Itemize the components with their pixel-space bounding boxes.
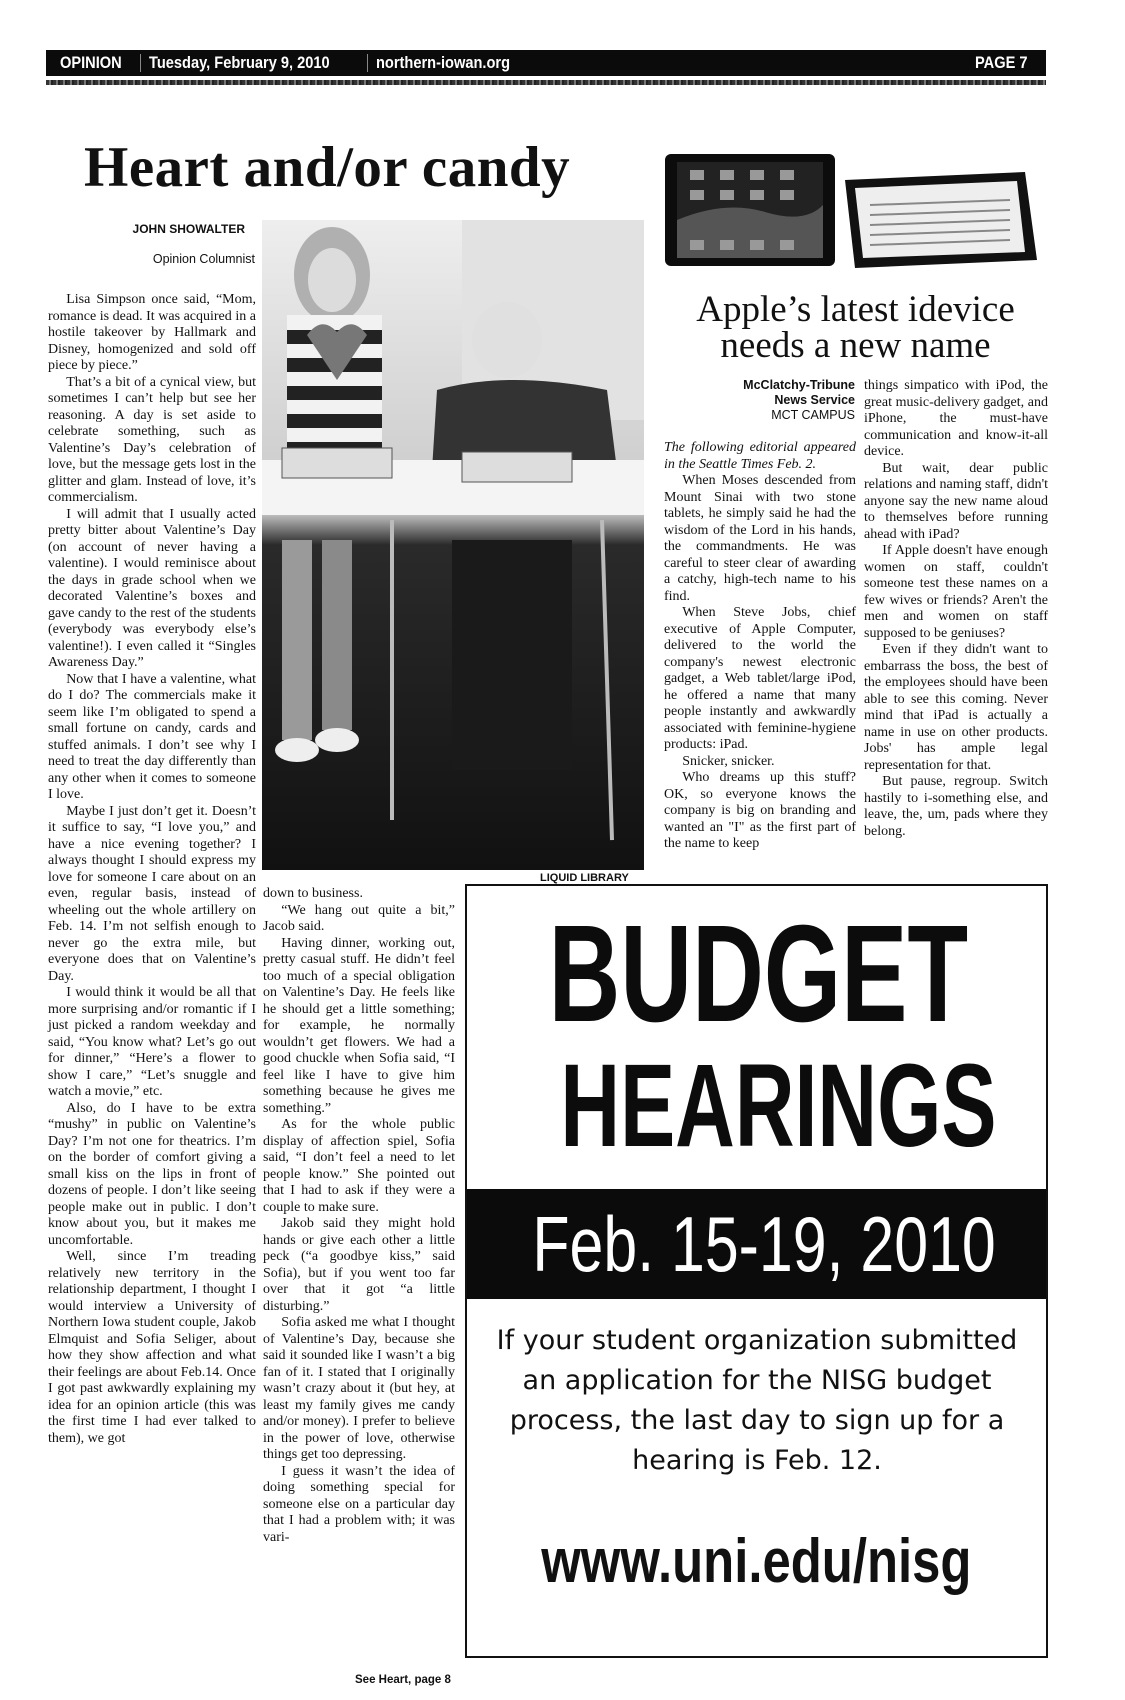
editorial-note: The following editorial appeared in the Seattle Times Feb. 2. (664, 440, 856, 472)
ipad-illustration (665, 150, 1040, 270)
paragraph: That’s a bit of a cynical view, but sometimes I can’t help but see her reasoning. A day is set aside to celebrate something, such as Valentine’s Day’s celebration of love, but the message gets lost in the glitter and glam. Instead of love, it’s commercialism. (48, 374, 256, 505)
paragraph: Lisa Simpson once said, “Mom, romance is dead. It was acquired in a hostile takeover by Hallmark and Disney, homogenized and sold off piece by piece.” (48, 292, 256, 373)
page-masthead (46, 50, 1046, 76)
paragraph: things simpatico with iPod, the great music-delivery gadget, and iPhone, the must-have communication and know-it-all device. (864, 378, 1048, 459)
masthead-divider (367, 54, 368, 72)
paragraph: When Steve Jobs, chief executive of Apple Computer, delivered to the world the company's newest electronic gadget, a Web tablet/large iPod, he offered a name that many people instantly and awkwardly associated with feminine-hygiene products: iPad. (664, 605, 856, 752)
author-role: Opinion Columnist (152, 252, 255, 266)
source-name: McClatchy-Tribune (743, 378, 855, 392)
masthead-divider (140, 54, 141, 72)
paragraph: Sofia asked me what I thought of Valentine’s Day, because she said it sounded like I wasn’t a big fan of it. I stated that I originally wasn’t crazy about it (but hey, at least my family gives me candy and/or money). I prefer to believe in the power of love, otherwise things get too depressing. (263, 1315, 455, 1462)
masthead-rule (46, 80, 1046, 85)
paragraph: I will admit that I usually acted pretty bitter about Valentine’s Day (on account of never having a valentine). I would reminisce about the days in grade school when we decorated Valentine’s boxes and gave candy to the rest of the students (everybody was everybody else’s valentine!). I even called it “Singles Awareness Day.” (48, 506, 256, 670)
apple-byline (690, 378, 855, 423)
source-campus: MCT CAMPUS (771, 408, 855, 422)
paragraph: “We hang out quite a bit,” Jacob said. (263, 902, 455, 934)
ad-title-line1 (467, 897, 1046, 1051)
ad-url-wrap (467, 1526, 1046, 1597)
ad-title-hearings: HEARINGS (560, 1040, 997, 1172)
ipad-photo (665, 150, 1040, 270)
apple-headline: Apple’s latest idevice needs a new name (696, 289, 1015, 366)
heart-headline: Heart and/or candy (84, 136, 571, 199)
issue-date: Tuesday, February 9, 2010 (148, 53, 330, 72)
ad-title-budget: BUDGET (548, 897, 969, 1051)
ad-url[interactable]: www.uni.edu/nisg (541, 1527, 972, 1596)
ad-dates: Feb. 15-19, 2010 (532, 1200, 996, 1288)
ad-title-line2 (467, 1040, 1046, 1172)
source-service: News Service (774, 393, 855, 407)
heart-column-1 (48, 292, 256, 1447)
paragraph: I guess it wasn’t the idea of doing something special for someone else on a particular day that I had a problem with; it was vari- (263, 1463, 455, 1545)
ad-date-band (467, 1189, 1046, 1299)
jump-link[interactable]: See Heart, page 8 (355, 1674, 451, 1686)
ad-dates-wrap (467, 1197, 1046, 1292)
photo-illustration (262, 220, 644, 870)
section-label: OPINION (60, 53, 122, 72)
paragraph: But pause, regroup. Switch hastily to i-something else, and leave, the, um, pads where they belong. (864, 774, 1048, 839)
paragraph: Even if they didn't want to embarrass the boss, the best of the employees should have been able to see this coming. Never mind that iPad is actually a name in use on other products. Jobs' has ample legal representation for that. (864, 642, 1048, 773)
paragraph: Also, do I have to be extra “mushy” in public on Valentine’s Day? I’m not one for theatrics. I’m on the border of comfort giving a small kiss on the lips in front of dozens of people. I don’t like seeing people make out in public. I don’t know about you, but it makes me uncomfortable. (48, 1100, 256, 1248)
ad-body: If your student organization submitted an application for the NISG budget process, the last day to sign up for a hearing is Feb. 12. (496, 1325, 1018, 1476)
heart-column-2 (263, 886, 455, 1546)
paragraph: If Apple doesn't have enough women on staff, couldn't someone test these names on a few wives or friends? Aren't the men and women on staff supposed to be geniuses? (864, 543, 1048, 641)
paragraph: Maybe I just don’t get it. Doesn’t it suffice to say, “I love you,” and have a nice evening together? I always thought I should express my love for someone I care about on an even, regular basis, instead of wheeling out the whole artillery on Feb. 14. I’m not selfish enough to never go the extra mile, but everyone does that on Valentine’s Day. (48, 803, 256, 984)
paragraph: When Moses descended from Mount Sinai with two stone tablets, he simply said he had the wisdom of the Lord in his hands, the commandments. He was careful to steer clear of awarding a catchy, high-tech name to his find. (664, 473, 856, 604)
paragraph: I would think it would be all that more surprising and/or romantic if I just picked a random weekday and said, “You know what? Let’s go out for dinner,” “Here’s a flower to show I care,” “Let’s snuggle and watch a movie,” etc. (48, 985, 256, 1099)
paragraph: As for the whole public display of affection spiel, Sofia said, “I don’t feel a need to let people know.” She pointed out that I had to ask if they were a couple to make sure. (263, 1117, 455, 1215)
valentine-photo (262, 220, 644, 870)
apple-column-2 (864, 378, 1048, 840)
paragraph: Jakob said they might hold hands or give each other a little peck (“a goodbye kiss,” said Sofia), but if you went too far over that it got “a little disturbing.” (263, 1216, 455, 1314)
page-number: PAGE 7 (974, 53, 1028, 72)
budget-hearings-ad (465, 884, 1048, 1658)
site-url: northern-iowan.org (375, 53, 510, 72)
continued-text: down to business. (263, 886, 363, 901)
paragraph: Who dreams up this stuff? OK, so everyone knows the company is big on branding and wanted an "I" as the first part of the name to keep (664, 770, 856, 851)
apple-column-1 (664, 440, 856, 853)
author-name: JOHN SHOWALTER (132, 222, 245, 236)
photo-credit: LIQUID LIBRARY (540, 872, 629, 884)
paragraph: Having dinner, working out, pretty casual stuff. He didn’t feel too much of a special obligation on Valentine’s Day. He feels like he should get a little something; for example, he normally wouldn’t get flowers. We had a good chuckle when Sofia said, “I feel like I have to give him something because he gives me something.” (263, 935, 455, 1116)
paragraph: Well, since I’m treading relatively new territory in the relationship department, I thought I would interview a University of Northern Iowa student couple, Jakob Elmquist and Sofia Seliger, about how they show affection and what their feelings are about Feb.14. Once I got past awkwardly explaining my idea for an opinion article (this was the first time I had ever talked to them), we got (48, 1249, 256, 1446)
paragraph: But wait, dear public relations and naming staff, didn't anyone say the new name aloud to themselves before running ahead with iPad? (864, 460, 1048, 542)
paragraph: Now that I have a valentine, what do I do? The commercials make it seem like I’m obligated to spend a small fortune on candy, cards and stuffed animals. I don’t see why I need to treat the day differently than any other when it comes to someone I love. (48, 671, 256, 802)
paragraph: Snicker, snicker. (682, 753, 775, 769)
